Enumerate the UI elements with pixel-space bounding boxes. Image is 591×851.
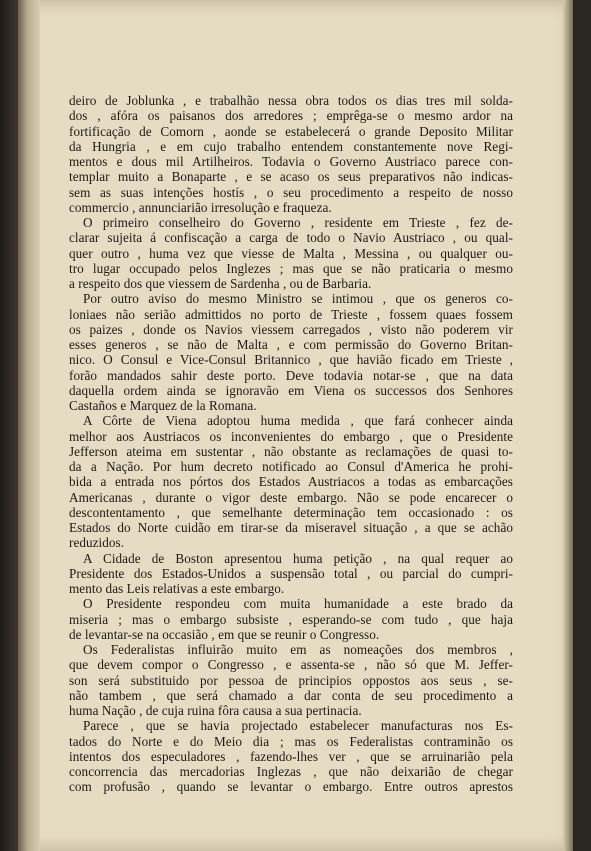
text-line: quer outro , huma vez que viesse de Malta , Messina , ou qualquer ou-	[69, 245, 513, 261]
text-line: miseria ; mas o embargo subsiste , esperando-se com tudo , que haja	[69, 611, 513, 627]
text-line: de levantar-se na occasião , em que se reunir o Congresso.	[69, 626, 380, 642]
page-right-edge	[563, 0, 573, 851]
text-line: esses generos , se não de Malta , e com permissão do Governo Britan-	[69, 337, 513, 352]
text-line: melhor aos Austriacos os inconvenientes do embargo , que o Presidente	[69, 428, 513, 444]
text-line: tro lugar occupado pelos Inglezes ; mas que se não praticaria o mesmo	[69, 260, 513, 276]
text-line: Presidente dos Estados-Unidos a suspensão total , ou parcial do cumpri-	[69, 565, 513, 581]
text-line: da a Nação. Por hum decreto notificado ao Consul d'America he prohi-	[69, 459, 513, 474]
text-line: não tambem , que será chamado a dar conta de seu procedimento a	[69, 687, 513, 703]
text-line: mento das Leis relativas a este embargo.	[69, 581, 285, 596]
text-line: com profusão , quando se levantar o embargo. Entre outros aprestos	[69, 779, 513, 795]
text-line: Estados do Norte cuidão em tirar-se da miseravel situação , a que se achão	[69, 520, 513, 535]
text-line: descontentamento , que semelhante determinação tem occasionado : os	[69, 504, 513, 520]
text-line: A Côrte de Viena adoptou huma medida , que fará conhecer ainda	[83, 413, 513, 429]
text-line: concorrencia das mercadorias Inglezas , que não deixarião de chegar	[69, 764, 513, 779]
text-line: daquella ordem ainda se ignoravão em Viena os successos dos Senhores	[69, 382, 513, 398]
text-line: da Hungria , e em cujo trabalho entendem constantemente nove Regi-	[69, 138, 513, 154]
text-line: bida a entrada nos pórtos dos Estados Austriacos a todas as embarcações	[69, 474, 513, 490]
text-line: fortificação de Comorn , aonde se estabelecerá o grande Deposito Militar	[69, 123, 513, 139]
text-line: forão mandados sahir deste porto. Deve todavia notar-se , que na data	[69, 367, 513, 383]
text-line: Castaños e Marquez de la Romana.	[69, 398, 257, 413]
book-spine-edge	[0, 0, 18, 851]
text-line: A Cidade de Boston apresentou huma petição , na qual requer ao	[83, 550, 513, 566]
text-line: nico. O Consul e Vice-Consul Britannico , que havião ficado em Trieste ,	[69, 352, 513, 368]
text-line: mentos e dous mil Artilheiros. Todavia o Governo Austriaco parece con-	[69, 154, 513, 169]
text-line: loniaes não serião admittidos no porto de Trieste , fossem quaes fossem	[69, 306, 513, 322]
text-line: templar muito a Bonaparte , e se acaso os seus preparativos não indicas-	[69, 169, 513, 185]
text-line: deiro de Joblunka , e trabalhão nessa obra todos os dias tres mil solda-	[69, 93, 513, 108]
text-line: O primeiro conselheiro do Governo , residente em Trieste , fez de-	[83, 215, 513, 230]
text-line: reduzidos.	[69, 535, 125, 551]
text-line: que devem compor o Congresso , e assenta-se , não só que M. Jeffer-	[69, 657, 513, 673]
page-gutter	[18, 0, 40, 851]
text-line: dos , afóra os paisanos dos arredores ; emprêga-se o mesmo ardor na	[69, 108, 513, 124]
text-line: huma Nação , de cuja ruina fôra causa a sua pertinacia.	[69, 703, 362, 718]
text-line: son será substituido por pessoa de principios oppostos aos seus , se-	[69, 672, 513, 688]
text-line: Os Federalistas influirão muito em as nomeações dos membros ,	[83, 642, 513, 657]
text-line: a respeito dos que viessem de Sardenha , ou de Barbaria.	[69, 276, 372, 291]
text-line: commercio , annunciarião irresolução e fraqueza.	[69, 199, 332, 215]
page-body-text	[69, 93, 513, 795]
text-line: Jefferson ateima em sustentar , não obstante as reclamações de quasi to-	[69, 443, 513, 459]
text-line: Por outro aviso do mesmo Ministro se intimou , que os generos co-	[83, 291, 513, 307]
text-line: Parece , que se havia projectado estabelecer manufacturas nos Es-	[83, 718, 513, 734]
text-line: Americanas , durante o vigor deste embargo. Não se pode encarecer o	[69, 489, 513, 505]
text-line: os paizes , donde os Navios viessem carregados , visto não poderem vir	[69, 321, 513, 337]
text-line: intentos dos especuladores , fazendo-lhes ver , que se arruinarião pela	[69, 748, 513, 764]
text-line: tados do Norte e do Meio dia ; mas os Federalistas contraminão os	[69, 733, 513, 749]
text-line: sem as suas intenções hostís , o seu procedimento a respeito de nosso	[69, 184, 513, 200]
text-line: O Presidente respondeu com muita humanidade a este brado da	[83, 596, 513, 612]
text-line: clarar sujeita á confiscação a carga de todo o Navio Austriaco , ou qual-	[69, 230, 513, 246]
